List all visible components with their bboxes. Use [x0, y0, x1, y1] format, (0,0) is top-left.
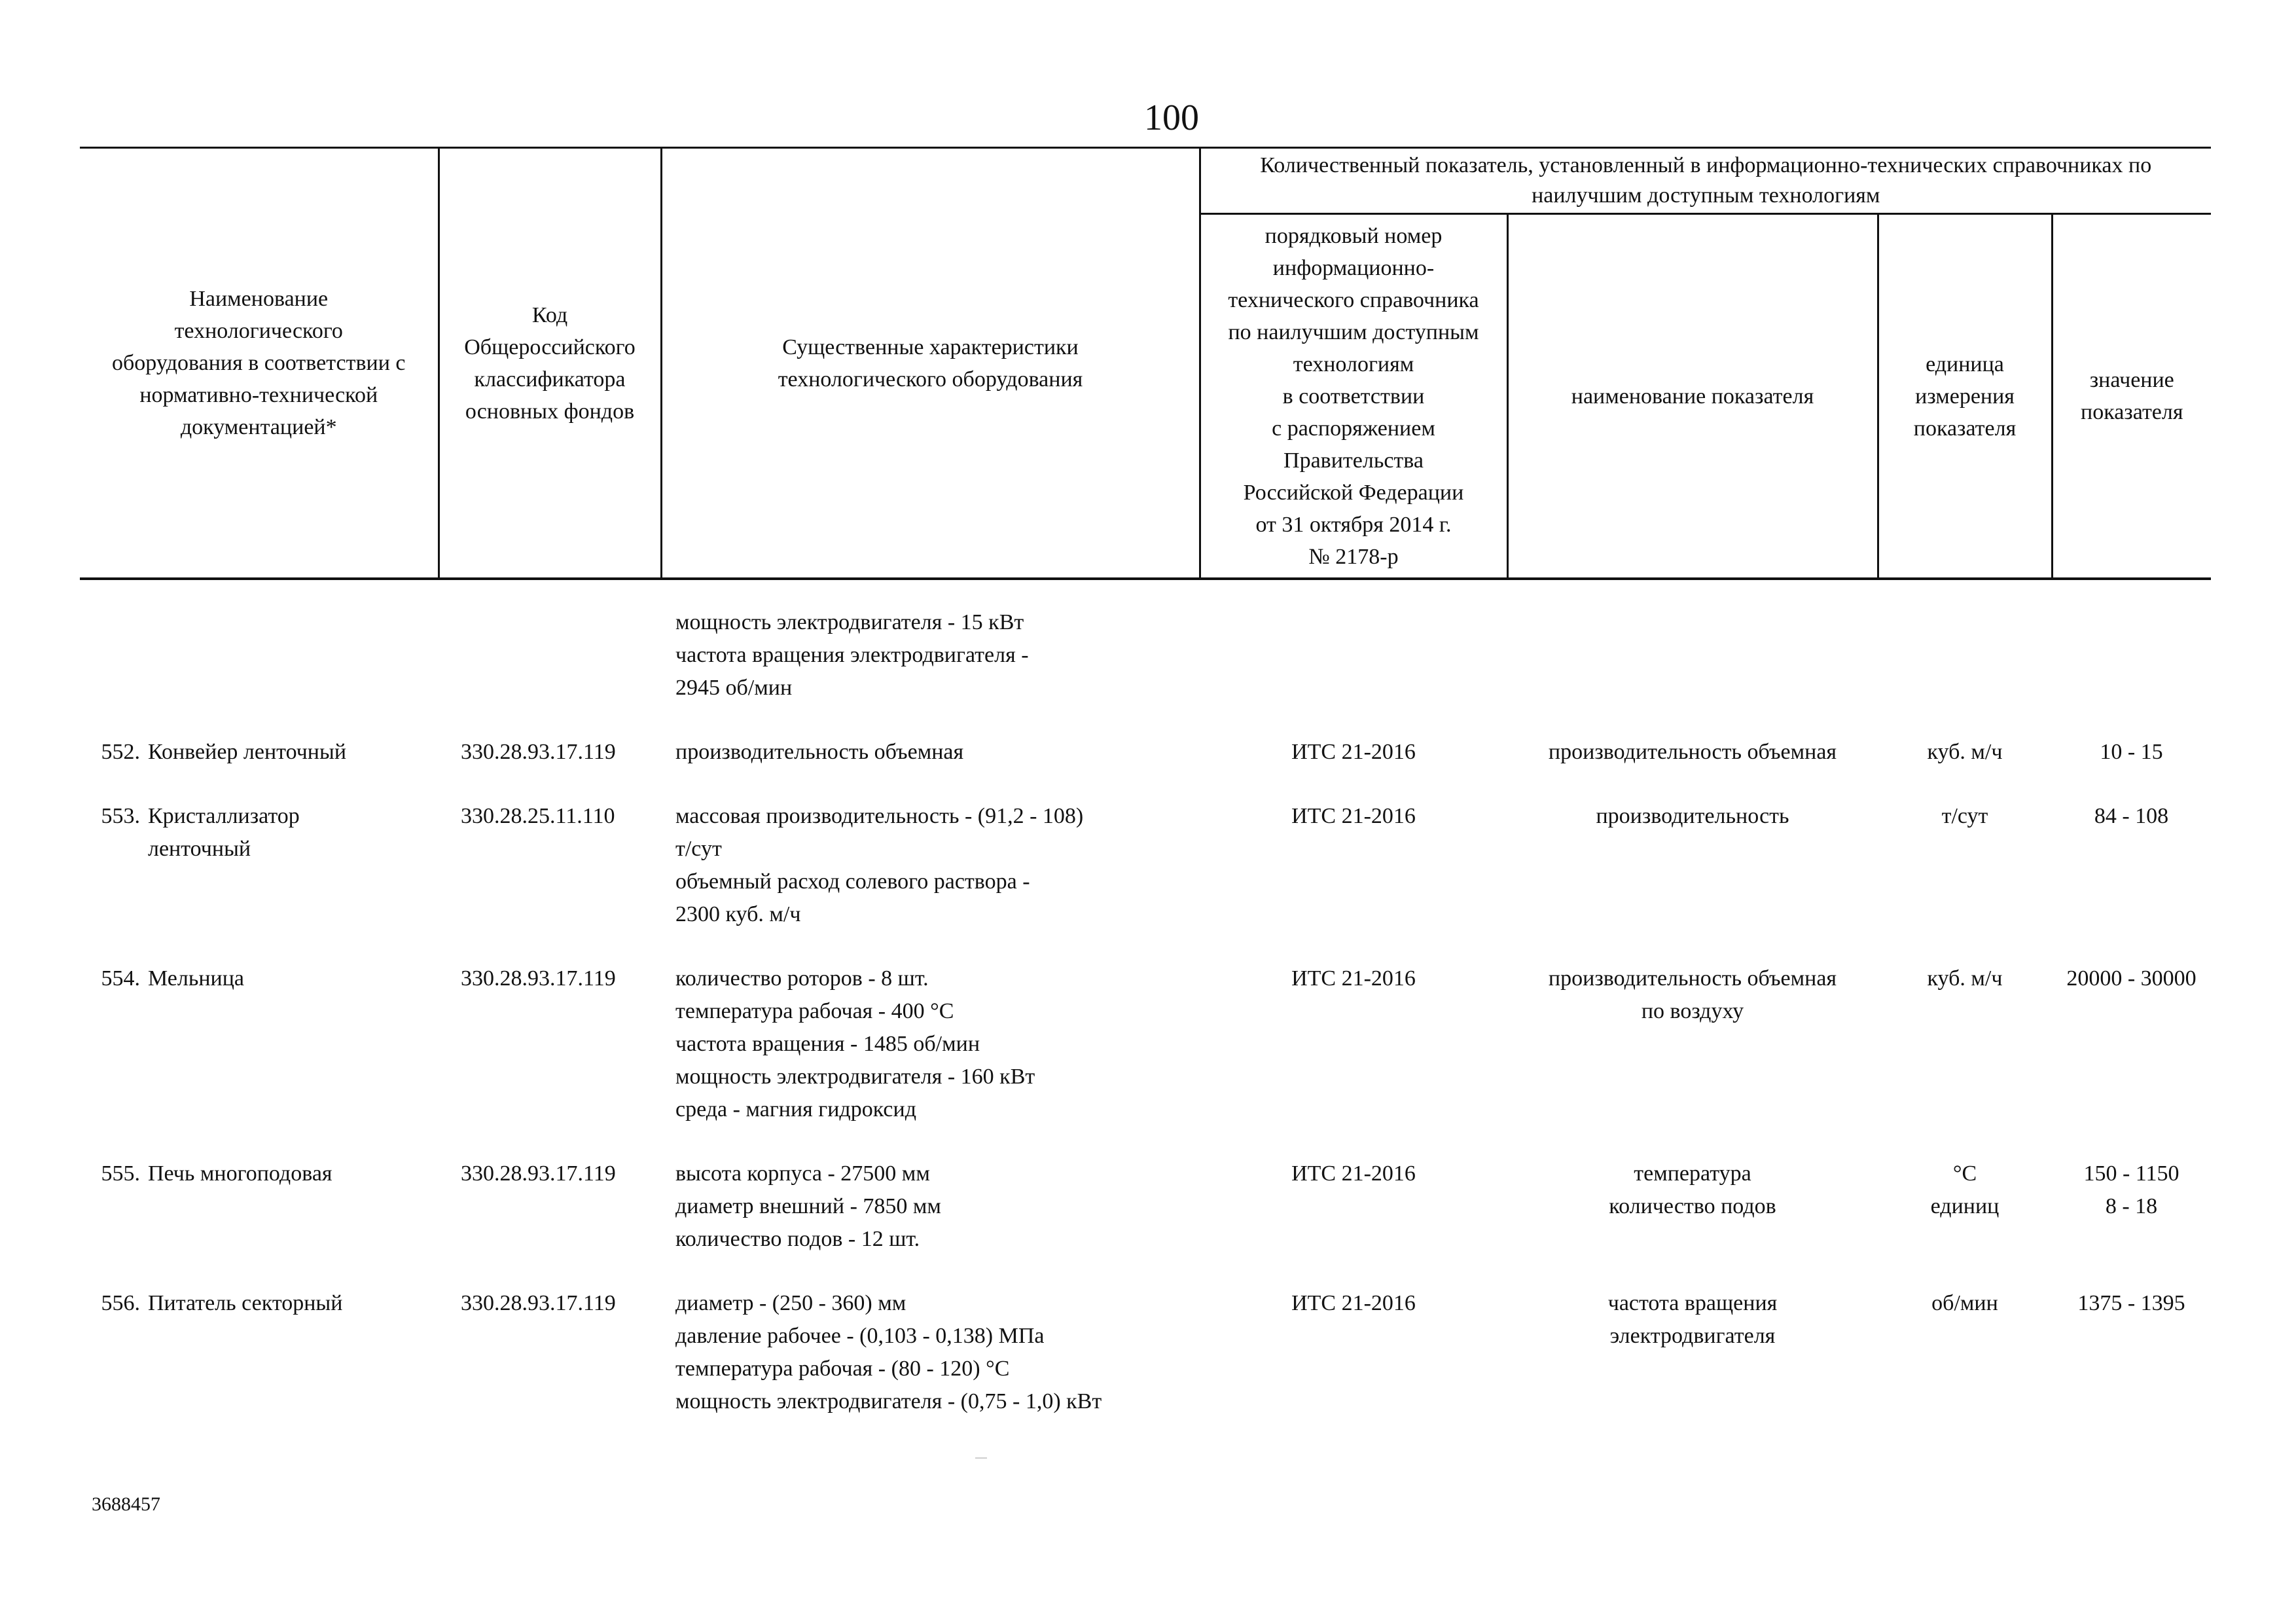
- characteristic-line: количество роторов - 8 шт.: [675, 966, 929, 991]
- row-value: [2052, 736, 2211, 800]
- row-indicator: [1507, 1287, 1878, 1450]
- header-its-line: № 2178-р: [1308, 545, 1399, 569]
- table-header: [80, 147, 2211, 580]
- table-row: [80, 1287, 2211, 1450]
- row-unit: [1878, 736, 2052, 800]
- characteristic-line: массовая производительность - (91,2 - 108): [675, 804, 1084, 828]
- characteristic-line: объемный расход солевого раствора -: [675, 869, 1030, 894]
- characteristic-line: среда - магния гидроксид: [675, 1097, 916, 1122]
- row-equipment-name: Печь многоподовая: [148, 1161, 332, 1186]
- characteristic-line: мощность электродвигателя - 15 кВт: [675, 610, 1024, 634]
- header-its-line: технического справочника: [1228, 288, 1479, 312]
- indicator-line: количество подов: [1609, 1194, 1776, 1218]
- unit-line: т/сут: [1941, 804, 1988, 828]
- equipment-table: [80, 147, 2211, 1450]
- header-equipment-name: Наименование технологического оборудования в соответствии с нормативно-технической документацией*: [80, 148, 439, 579]
- unit-line: единиц: [1930, 1194, 2000, 1218]
- row-unit: [1878, 800, 2052, 962]
- row-its: ИТС 21-2016: [1291, 1291, 1416, 1315]
- table-row: [80, 736, 2211, 800]
- value-line: 1375 - 1395: [2077, 1291, 2185, 1315]
- characteristic-line: количество подов - 12 шт.: [675, 1227, 920, 1251]
- header-value: значение показателя: [2052, 214, 2211, 579]
- indicator-line: по воздуху: [1641, 999, 1744, 1023]
- header-its-line: технологиям: [1293, 352, 1414, 376]
- row-indicator: [1507, 962, 1878, 1158]
- unit-line: куб. м/ч: [1927, 966, 2003, 991]
- characteristic-line: производительность объемная: [675, 740, 964, 764]
- row-unit: [1878, 1158, 2052, 1287]
- table-row: [80, 800, 2211, 962]
- header-its-line: по наилучшим доступным: [1228, 320, 1479, 344]
- row-value: [2052, 800, 2211, 962]
- row-characteristics: [661, 1158, 1200, 1287]
- row-number: 556.: [101, 1291, 140, 1315]
- header-indicator-name: наименование показателя: [1507, 214, 1878, 579]
- characteristic-line: температура рабочая - (80 - 120) °С: [675, 1357, 1010, 1381]
- row-number: 552.: [101, 740, 140, 764]
- row-its: ИТС 21-2016: [1291, 966, 1416, 991]
- header-its-line: в соответствии: [1282, 384, 1425, 409]
- table-row: [80, 1158, 2211, 1287]
- header-okof-code: Код Общероссийского классификатора основных фондов: [439, 148, 661, 579]
- value-line: 84 - 108: [2094, 804, 2169, 828]
- row-okof-code: 330.28.93.17.119: [461, 1161, 616, 1186]
- document-id: 3688457: [92, 1493, 160, 1515]
- row-characteristics: [661, 736, 1200, 800]
- characteristic-line: мощность электродвигателя - (0,75 - 1,0) кВт: [675, 1389, 1102, 1413]
- row-number: 555.: [101, 1161, 140, 1186]
- row-characteristics: [661, 962, 1200, 1158]
- row-equipment-name: Конвейер ленточный: [148, 740, 347, 764]
- value-line: 20000 - 30000: [2066, 966, 2197, 991]
- characteristic-line: 2300 куб. м/ч: [675, 902, 801, 926]
- value-line: 10 - 15: [2100, 740, 2163, 764]
- indicator-line: электродвигателя: [1609, 1324, 1776, 1348]
- continuation-row: [80, 606, 2211, 736]
- characteristic-line: т/сут: [675, 837, 722, 861]
- row-characteristics: [661, 1287, 1200, 1450]
- row-characteristics: [661, 606, 1200, 736]
- header-quantitative-group: Количественный показатель, установленный в информационно-технических справочниках по наилучшим доступным технологиям: [1200, 148, 2211, 214]
- row-equipment-name: Кристаллизатор ленточный: [148, 804, 300, 861]
- row-value: [2052, 1158, 2211, 1287]
- indicator-line: температура: [1634, 1161, 1751, 1186]
- header-its-line: Российской Федерации: [1243, 481, 1464, 505]
- table-row: [80, 962, 2211, 1158]
- unit-line: куб. м/ч: [1927, 740, 2003, 764]
- row-number: 554.: [101, 966, 140, 991]
- header-its-number: [1200, 214, 1507, 579]
- row-unit: [1878, 962, 2052, 1158]
- characteristic-line: давление рабочее - (0,103 - 0,138) МПа: [675, 1324, 1045, 1348]
- table-body: [80, 606, 2211, 1450]
- row-indicator: [1507, 736, 1878, 800]
- header-its-line: информационно-: [1272, 256, 1435, 280]
- characteristic-line: мощность электродвигателя - 160 кВт: [675, 1065, 1035, 1089]
- header-its-line: порядковый номер: [1265, 224, 1443, 248]
- indicator-line: производительность: [1596, 804, 1789, 828]
- header-its-line: с распоряжением: [1272, 416, 1435, 441]
- row-okof-code: 330.28.93.17.119: [461, 1291, 616, 1315]
- unit-line: °С: [1952, 1161, 1977, 1186]
- row-okof-code: 330.28.93.17.119: [461, 740, 616, 764]
- row-indicator: [1507, 1158, 1878, 1287]
- unit-line: об/мин: [1931, 1291, 1998, 1315]
- indicator-line: производительность объемная: [1548, 740, 1837, 764]
- header-unit: единица измерения показателя: [1878, 214, 2052, 579]
- row-unit: [1878, 1287, 2052, 1450]
- characteristic-line: температура рабочая - 400 °С: [675, 999, 954, 1023]
- row-characteristics: [661, 800, 1200, 962]
- row-equipment-name: Питатель секторный: [148, 1291, 343, 1315]
- indicator-line: частота вращения: [1607, 1291, 1778, 1315]
- row-okof-code: 330.28.25.11.110: [461, 804, 615, 828]
- row-indicator: [1507, 800, 1878, 962]
- characteristic-line: частота вращения - 1485 об/мин: [675, 1032, 980, 1056]
- characteristic-line: диаметр - (250 - 360) мм: [675, 1291, 906, 1315]
- value-line: 150 - 1150: [2083, 1161, 2179, 1186]
- row-value: [2052, 1287, 2211, 1450]
- characteristic-line: диаметр внешний - 7850 мм: [675, 1194, 941, 1218]
- header-characteristics: Существенные характеристики технологического оборудования: [661, 148, 1200, 579]
- row-okof-code: 330.28.93.17.119: [461, 966, 616, 991]
- row-equipment-name: Мельница: [148, 966, 245, 991]
- indicator-line: производительность объемная: [1548, 966, 1837, 991]
- row-its: ИТС 21-2016: [1291, 1161, 1416, 1186]
- row-value: [2052, 962, 2211, 1158]
- characteristic-line: частота вращения электродвигателя -: [675, 643, 1029, 667]
- row-number: 553.: [101, 804, 140, 828]
- scan-artifact: [975, 1457, 987, 1459]
- page-number: 100: [1144, 98, 1199, 138]
- characteristic-line: высота корпуса - 27500 мм: [675, 1161, 930, 1186]
- header-its-line: от 31 октября 2014 г.: [1255, 513, 1452, 537]
- row-its: ИТС 21-2016: [1291, 804, 1416, 828]
- row-its: ИТС 21-2016: [1291, 740, 1416, 764]
- characteristic-line: 2945 об/мин: [675, 676, 793, 700]
- header-its-line: Правительства: [1283, 448, 1424, 473]
- value-line: 8 - 18: [2105, 1194, 2158, 1218]
